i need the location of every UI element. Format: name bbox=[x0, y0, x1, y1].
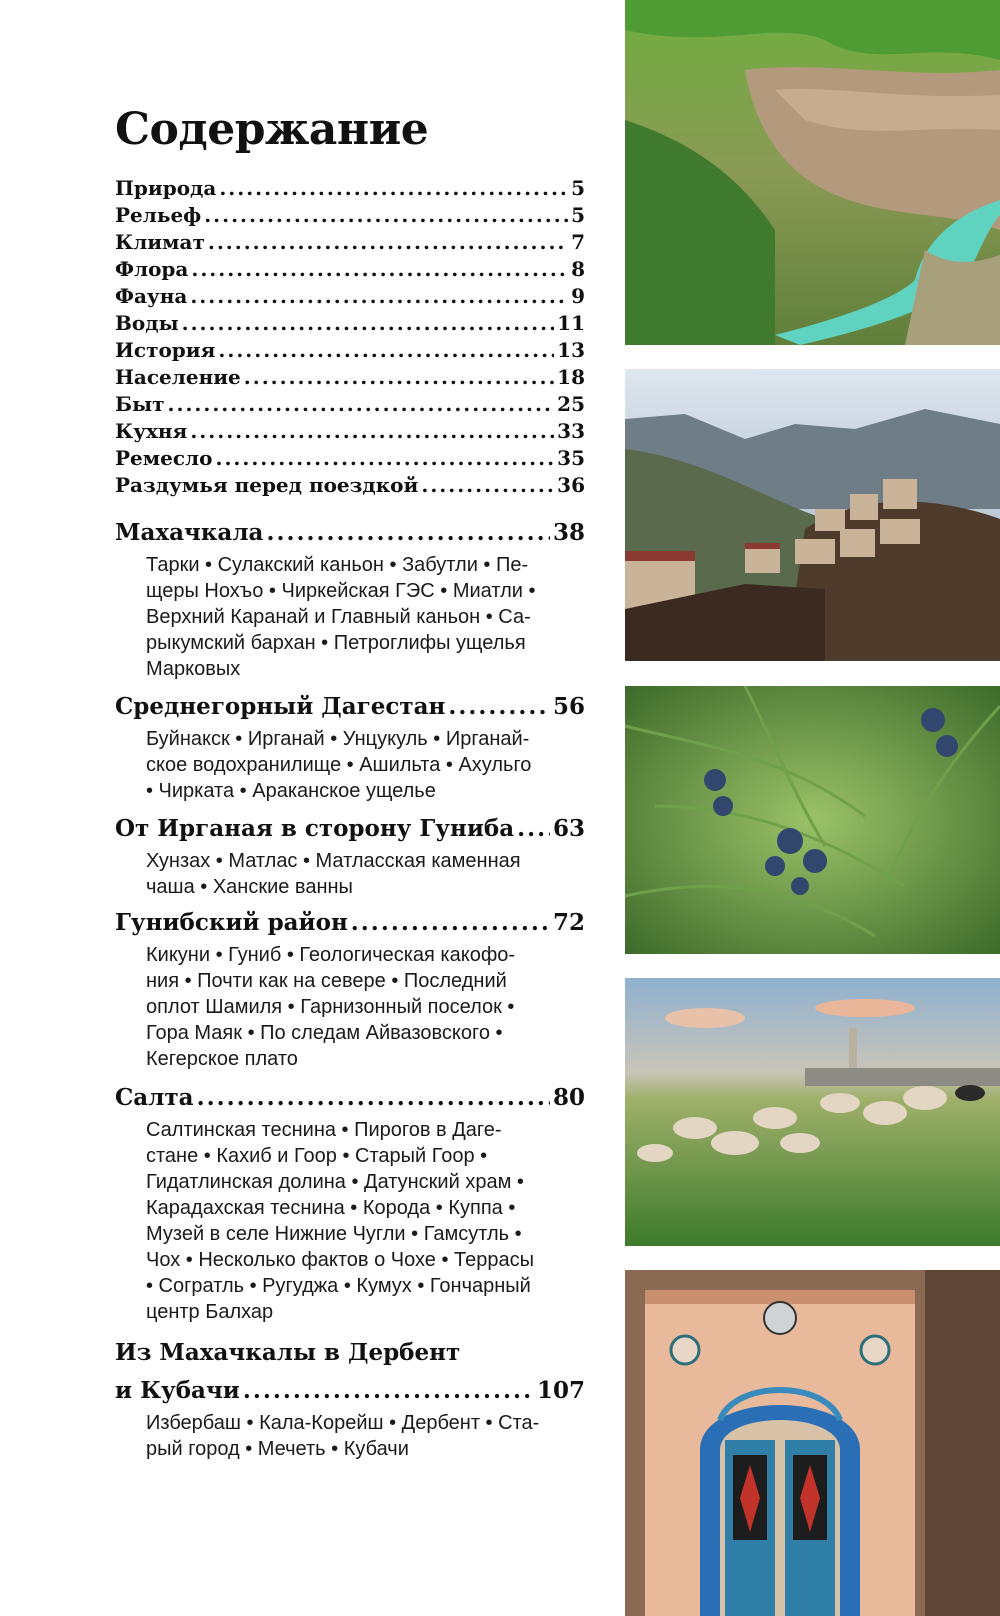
toc-entry[interactable] bbox=[115, 418, 585, 445]
subtopic-line: Буйнакск • Ирганай • Унцукуль • Ирганай- bbox=[146, 728, 530, 750]
toc-entry[interactable] bbox=[115, 229, 585, 256]
leader-dots bbox=[218, 337, 554, 364]
toc-entry[interactable] bbox=[115, 472, 585, 499]
toc-page: 5 bbox=[571, 176, 585, 200]
photo-ornate-door bbox=[625, 1270, 1000, 1616]
toc-page: 25 bbox=[557, 392, 585, 416]
leader-dots bbox=[243, 1374, 534, 1408]
leader-dots bbox=[168, 391, 555, 418]
toc-page: 7 bbox=[571, 230, 585, 254]
section-label-line1[interactable]: Из Махачкалы в Дербент bbox=[115, 1339, 461, 1366]
section-page: 56 bbox=[552, 693, 585, 720]
toc-entry[interactable] bbox=[115, 364, 585, 391]
section-page: 38 bbox=[552, 519, 585, 546]
toc-section-heading[interactable] bbox=[115, 1081, 585, 1115]
photo-sheep-pasture bbox=[625, 978, 1000, 1246]
toc-label: Раздумья перед поездкой bbox=[115, 473, 419, 497]
section-label: Салта bbox=[115, 1084, 194, 1111]
leader-dots bbox=[351, 906, 550, 940]
toc-label: Население bbox=[115, 365, 241, 389]
toc-label: Флора bbox=[115, 257, 189, 281]
section-page: 107 bbox=[536, 1377, 585, 1404]
toc-label: Кухня bbox=[115, 419, 188, 443]
toc-label: Природа bbox=[115, 176, 217, 200]
subtopic-line: рыкумский бархан • Петроглифы ущелья bbox=[146, 632, 526, 654]
subtopic-line: Кикуни • Гуниб • Геологическая какофо- bbox=[146, 944, 516, 966]
toc-page: 11 bbox=[557, 311, 585, 335]
toc-page: 18 bbox=[557, 365, 585, 389]
toc-page: 9 bbox=[571, 284, 585, 308]
section-label: Среднегорный Дагестан bbox=[115, 693, 446, 720]
toc-label: Ремесло bbox=[115, 446, 213, 470]
subtopic-line: Верхний Каранай и Главный каньон • Са- bbox=[146, 606, 531, 628]
subtopic-line: Чох • Несколько фактов о Чохе • Террасы bbox=[146, 1249, 534, 1271]
toc-entry[interactable] bbox=[115, 310, 585, 337]
toc-entry[interactable] bbox=[115, 283, 585, 310]
section-subtopics bbox=[146, 848, 586, 900]
subtopic-line: Марковых bbox=[146, 658, 241, 680]
section-subtopics bbox=[146, 1410, 586, 1462]
subtopic-line: Музей в селе Нижние Чугли • Гамсутль • bbox=[146, 1223, 522, 1245]
leader-dots bbox=[219, 175, 568, 202]
subtopic-line: Избербаш • Кала-Корейш • Дербент • Ста- bbox=[146, 1412, 540, 1434]
toc-page: 13 bbox=[557, 338, 585, 362]
leader-dots bbox=[215, 445, 554, 472]
leader-dots bbox=[197, 1081, 550, 1115]
toc-entry[interactable] bbox=[115, 202, 585, 229]
toc-entry[interactable] bbox=[115, 391, 585, 418]
section-subtopics bbox=[146, 942, 586, 1072]
section-label: От Ирганая в сторону Гуниба bbox=[115, 815, 515, 842]
subtopic-line: щеры Нохъо • Чиркейская ГЭС • Миатли • bbox=[146, 580, 536, 602]
subtopic-line: стане • Кахиб и Гоор • Старый Гоор • bbox=[146, 1145, 488, 1167]
leader-dots bbox=[208, 229, 568, 256]
subtopic-line: Гидатлинская долина • Датунский храм • bbox=[146, 1171, 524, 1193]
subtopic-line: Хунзах • Матлас • Матласская каменная bbox=[146, 850, 521, 872]
subtopic-line: центр Балхар bbox=[146, 1301, 274, 1323]
subtopic-line: • Чирката • Араканское ущелье bbox=[146, 780, 436, 802]
photo-mountain-village bbox=[625, 369, 1000, 661]
leader-dots bbox=[448, 690, 550, 724]
leader-dots bbox=[190, 283, 568, 310]
toc-label: Фауна bbox=[115, 284, 188, 308]
subtopic-line: Тарки • Сулакский каньон • Забутли • Пе- bbox=[146, 554, 529, 576]
section-label: и Кубачи bbox=[115, 1377, 240, 1404]
subtopic-line: • Согратль • Ругуджа • Кумух • Гончарный bbox=[146, 1275, 531, 1297]
toc-section-heading[interactable] bbox=[115, 690, 585, 724]
toc-label: Рельеф bbox=[115, 203, 202, 227]
section-subtopics bbox=[146, 552, 586, 682]
toc-section-heading[interactable] bbox=[115, 906, 585, 940]
leader-dots bbox=[517, 812, 550, 846]
leader-dots bbox=[190, 418, 554, 445]
section-page: 72 bbox=[552, 909, 585, 936]
section-subtopics bbox=[146, 726, 586, 804]
subtopic-line: Гора Маяк • По следам Айвазовского • bbox=[146, 1022, 503, 1044]
toc-section-heading[interactable] bbox=[115, 1374, 585, 1408]
leader-dots bbox=[182, 310, 555, 337]
toc-label: Климат bbox=[115, 230, 205, 254]
section-page: 80 bbox=[552, 1084, 585, 1111]
subtopic-line: Карадахская теснина • Корода • Куппа • bbox=[146, 1197, 516, 1219]
toc-page: 36 bbox=[557, 473, 585, 497]
toc-label: Воды bbox=[115, 311, 179, 335]
section-label: Гунибский район bbox=[115, 909, 348, 936]
subtopic-line: чаша • Ханские ванны bbox=[146, 876, 353, 898]
section-label: Махачкала bbox=[115, 519, 264, 546]
toc-section-heading[interactable] bbox=[115, 516, 585, 550]
toc-section-heading[interactable] bbox=[115, 812, 585, 846]
subtopic-line: рый город • Мечеть • Кубачи bbox=[146, 1438, 409, 1460]
subtopic-line: ния • Почти как на севере • Последний bbox=[146, 970, 507, 992]
page-title: Содержание bbox=[115, 104, 429, 155]
toc-label: Быт bbox=[115, 392, 165, 416]
section-page: 63 bbox=[552, 815, 585, 842]
leader-dots bbox=[244, 364, 554, 391]
toc-entry[interactable] bbox=[115, 445, 585, 472]
subtopic-line: Кегерское плато bbox=[146, 1048, 298, 1070]
subtopic-line: оплот Шамиля • Гарнизонный поселок • bbox=[146, 996, 515, 1018]
toc-page: 35 bbox=[557, 446, 585, 470]
subtopic-line: Салтинская теснина • Пирогов в Даге- bbox=[146, 1119, 502, 1141]
toc-page: 33 bbox=[557, 419, 585, 443]
toc-page: 8 bbox=[571, 257, 585, 281]
toc-page: 5 bbox=[571, 203, 585, 227]
toc-label: История bbox=[115, 338, 216, 362]
section-subtopics bbox=[146, 1117, 586, 1325]
subtopic-line: ское водохранилище • Ашильта • Ахульго bbox=[146, 754, 532, 776]
toc-entry[interactable] bbox=[115, 337, 585, 364]
photo-juniper-berries bbox=[625, 686, 1000, 954]
leader-dots bbox=[191, 256, 568, 283]
photo-canyon bbox=[625, 0, 1000, 345]
leader-dots bbox=[421, 472, 554, 499]
toc-entry[interactable] bbox=[115, 256, 585, 283]
leader-dots bbox=[204, 202, 568, 229]
leader-dots bbox=[266, 516, 550, 550]
toc-entry[interactable] bbox=[115, 175, 585, 202]
